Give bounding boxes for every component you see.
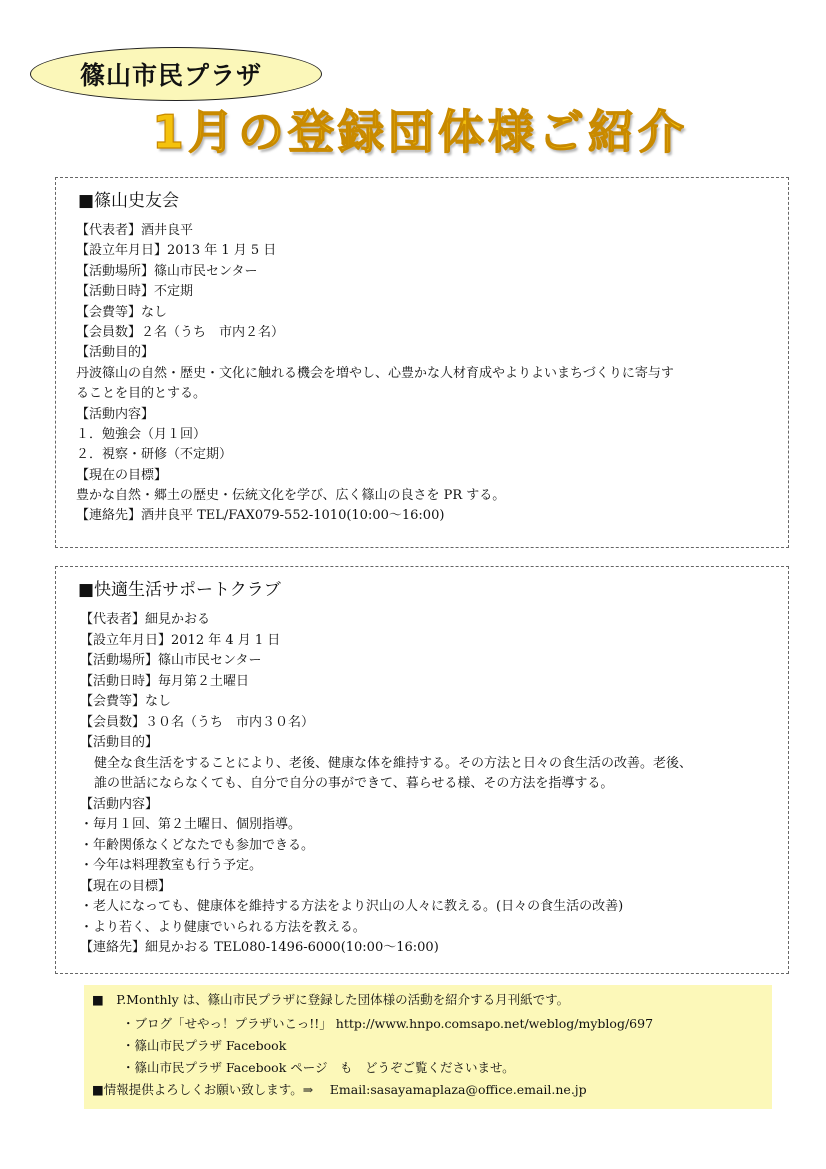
info-line: 誰の世話にならなくても、自分で自分の事ができて、暮らせる様、その方法を指導する。	[94, 776, 614, 791]
info-line: 健全な食生活をすることにより、老後、健康な体を維持する。その方法と日々の食生活の改善。老後、	[94, 755, 693, 771]
info-line: 【連絡先】酒井良平 TEL/FAX079-552-1010(10:00～16:00)	[76, 508, 445, 524]
group-card-title: ■篠山史友会	[78, 191, 180, 211]
footer-blog-link[interactable]: ・ブログ「せやっ！プラザいこっ!!」 http://www.hnpo.comsapo.net/weblog/myblog/697	[122, 1016, 654, 1031]
info-line: ・老人になっても、健康体を維持する方法をより沢山の人々に教える。(日々の食生活の改善)	[80, 899, 624, 914]
info-line: 【現在の目標】	[80, 878, 172, 894]
group-card-shiyukai	[55, 177, 789, 548]
info-line: 【活動日時】不定期	[76, 284, 194, 300]
title-badge-text: 篠山市民プラザ	[80, 61, 263, 90]
footer-contact-email[interactable]: ■情報提供よろしくお願い致します。⇒ Email:sasayamaplaza@office.email.ne.jp	[92, 1082, 587, 1097]
info-line: ・今年は料理教室も行う予定。	[80, 858, 263, 873]
info-line: 丹波篠山の自然・歴史・文化に触れる機会を増やし、心豊かな人材育成やよりよいまちづくりに寄与す	[76, 365, 674, 381]
info-line: ・より若く、より健康でいられる方法を教える。	[80, 919, 366, 935]
info-line: 【活動目的】	[76, 345, 155, 361]
info-line: 【設立年月日】2012 年 4 月 1 日	[80, 632, 281, 648]
footer-intro: ■ P.Monthly は、篠山市民プラザに登録した団体様の活動を紹介する月刊紙です。	[92, 992, 570, 1007]
info-line: 豊かな自然・郷土の歴史・伝統文化を学び、広く篠山の良さを PR する。	[76, 488, 506, 504]
footer-facebook-page: ・篠山市民プラザ Facebook ページ も どうぞご覧くださいませ。	[122, 1060, 515, 1075]
group-card-body	[80, 610, 780, 959]
info-line: 【代表者】細見かおる	[80, 612, 211, 627]
info-line: ２．視察・研修（不定期）	[76, 447, 233, 463]
group-card-body	[76, 221, 776, 527]
info-line: 【現在の目標】	[76, 467, 168, 483]
info-line: 【代表者】酒井良平	[76, 223, 194, 238]
info-line: 【活動場所】篠山市民センター	[76, 263, 258, 279]
footer-notice	[84, 985, 772, 1109]
info-line: ることを目的とする。	[76, 386, 207, 402]
info-line: 【会費等】なし	[76, 304, 168, 320]
info-line: １．勉強会（月１回）	[76, 426, 207, 442]
info-line: 【活動場所】篠山市民センター	[80, 653, 262, 668]
info-line: 【会員数】３０名（うち 市内３０名）	[80, 714, 315, 730]
info-line: 【活動内容】	[76, 406, 155, 422]
info-line: 【連絡先】細見かおる TEL080-1496-6000(10:00～16:00)	[80, 940, 439, 955]
info-line: 【活動日時】毎月第２土曜日	[80, 673, 250, 689]
info-line: 【活動目的】	[80, 735, 159, 750]
page-headline: 1月の登録団体様ご紹介	[152, 105, 689, 159]
group-card-title: ■快適生活サポートクラブ	[78, 580, 281, 600]
info-line: ・年齢関係なくどなたでも参加できる。	[80, 837, 315, 853]
info-line: 【活動内容】	[80, 796, 159, 812]
footer-facebook: ・篠山市民プラザ Facebook	[122, 1038, 287, 1053]
info-line: 【設立年月日】2013 年 1 月 5 日	[76, 243, 277, 259]
info-line: 【会費等】なし	[80, 694, 172, 709]
info-line: ・毎月１回、第２土曜日、個別指導。	[80, 817, 302, 832]
group-card-kaiteki	[55, 566, 789, 974]
info-line: 【会員数】２名（うち 市内２名）	[76, 324, 285, 340]
